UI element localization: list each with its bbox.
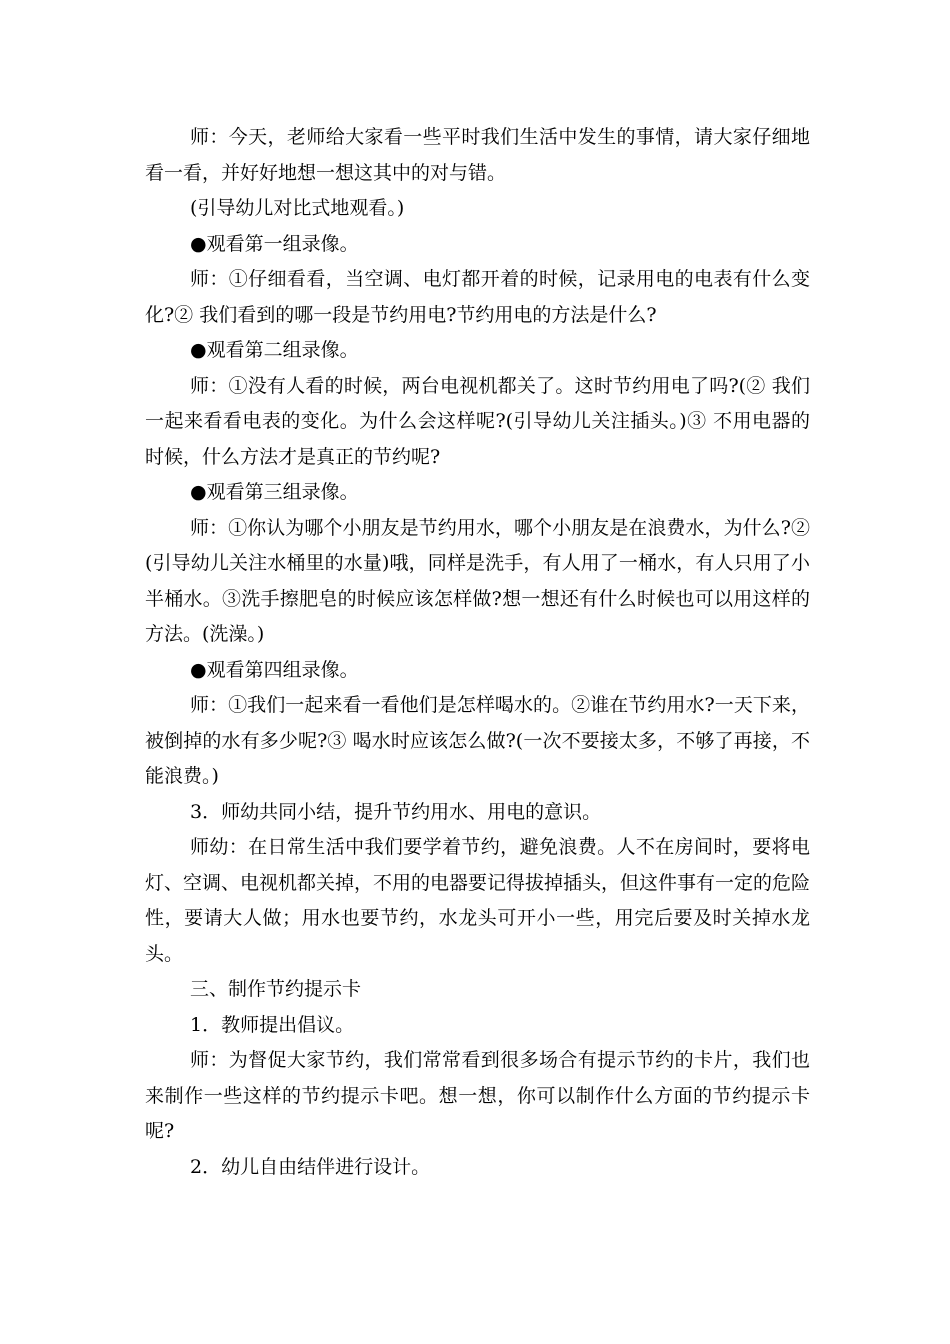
paragraph-watch-group-4: ●观看第四组录像。 <box>190 658 359 681</box>
paragraph-step-3: 3．师幼共同小结，提升节约用水、用电的意识。 <box>190 800 602 823</box>
paragraph-teacher-q3: 师：①你认为哪个小朋友是节约用水，哪个小朋友是在浪费水，为什么?②(引导幼儿关注水桶里的水量)哦，同样是洗手，有人用了一桶水，有人只用了小半桶水。③洗手擦肥皂的时候应该怎样做?想一想还有什么时候也可以用这样的方法。(洗澡。) <box>145 516 810 645</box>
paragraph-teacher-q2: 师：①没有人看的时候，两台电视机都关了。这时节约用电了吗?(② 我们一起来看看电表的变化。为什么会这样呢?(引导幼儿关注插头。)③ 不用电器的时候，什么方法才是真正的节约呢? <box>145 374 810 468</box>
paragraph-teacher-proposal: 师：为督促大家节约，我们常常看到很多场合有提示节约的卡片，我们也来制作一些这样的节约提示卡吧。想一想，你可以制作什么方面的节约提示卡呢? <box>145 1049 810 1142</box>
paragraph-teacher-q1: 师：①仔细看看，当空调、电灯都开着的时候，记录用电的电表有什么变化?② 我们看到的哪一段是节约用电?节约用电的方法是什么? <box>145 268 810 326</box>
paragraph-watch-group-2: ●观看第二组录像。 <box>190 339 359 361</box>
paragraph-summary: 师幼：在日常生活中我们要学着节约，避免浪费。人不在房间时，要将电灯、空调、电视机都关掉，不用的电器要记得拔掉插头，但这件事有一定的危险性，要请大人做；用水也要节约，水龙头可开小一些，用完后要及时关掉水龙头。 <box>145 836 811 965</box>
paragraph-step-1: 1．教师提出倡议。 <box>190 1013 355 1036</box>
paragraph-teacher-q4: 师：①我们一起来看一看他们是怎样喝水的。②谁在节约用水?一天下来，被倒掉的水有多少呢?③ 喝水时应该怎么做?(一次不要接太多，不够了再接，不能浪费。) <box>145 694 810 787</box>
paragraph-guide-note: (引导幼儿对比式地观看。) <box>190 197 405 219</box>
paragraph-step-2: 2．幼儿自由结伴进行设计。 <box>190 1155 431 1178</box>
section-heading-3: 三、制作节约提示卡 <box>190 978 362 1000</box>
paragraph-watch-group-1: ●观看第一组录像。 <box>190 232 359 255</box>
document-body <box>145 120 810 1185</box>
paragraph-watch-group-3: ●观看第三组录像。 <box>190 481 359 503</box>
paragraph-teacher-intro: 师：今天，老师给大家看一些平时我们生活中发生的事情，请大家仔细地看一看，并好好地想一想这其中的对与错。 <box>145 126 810 184</box>
